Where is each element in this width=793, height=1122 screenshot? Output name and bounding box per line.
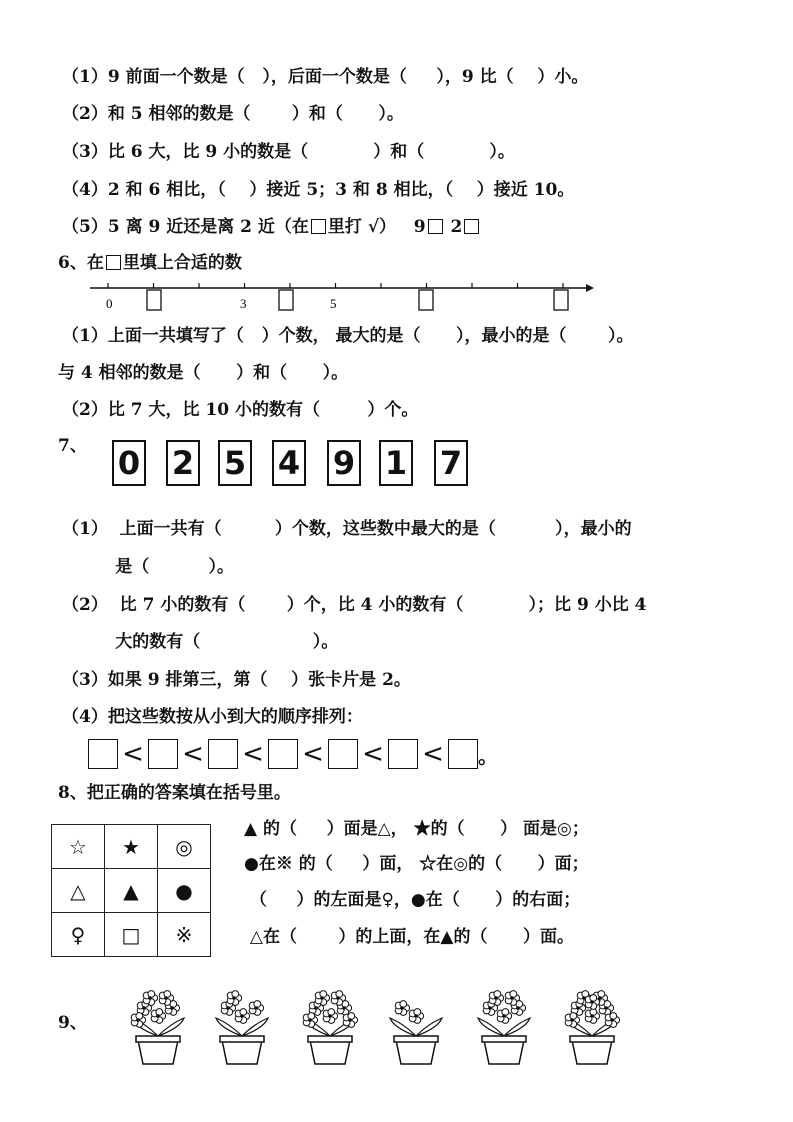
grid-cell: ☆ — [52, 825, 105, 869]
q5-item-2: （2）和 5 相邻的数是（ ）和（ ）。 — [62, 104, 404, 124]
ordering-row — [88, 736, 498, 772]
q8-line-4: △在（ ）的上面，在▲的（ ）面。 — [244, 927, 575, 947]
q6-line-3: （2）比 7 大，比 10 小的数有（ ）个。 — [62, 400, 419, 420]
grid-cell: □ — [105, 913, 158, 957]
q7-number: 7、 — [58, 436, 87, 456]
answer-box — [106, 255, 121, 270]
q5-item-1: （1）9 前面一个数是（ ），后面一个数是（ ），9 比（ ）小。 — [62, 67, 589, 87]
number-line — [86, 278, 596, 318]
number-card: 5 — [218, 440, 252, 486]
q7-line-4: （4）把这些数按从小到大的顺序排列： — [62, 707, 363, 727]
q6-title — [58, 252, 242, 274]
less-than-sign: < — [182, 739, 204, 769]
number-line-answer-box[interactable] — [554, 290, 568, 310]
q8-line-3: （ ）的左面是♀，●在（ ）的右面； — [244, 890, 581, 910]
flower-pot — [303, 991, 357, 1064]
q6-title-suffix: 里填上合适的数 — [122, 253, 242, 273]
number-line-arrow — [586, 284, 594, 292]
grid-cell: ● — [158, 869, 211, 913]
flower-pot — [131, 991, 184, 1064]
grid-cell: ※ — [158, 913, 211, 957]
tick-label-5: 5 — [330, 296, 337, 311]
less-than-sign: < — [362, 739, 384, 769]
order-answer-box[interactable] — [448, 739, 478, 769]
number-line-answer-box[interactable] — [279, 290, 293, 310]
q5-item-5-prefix: （5）5 离 9 近还是离 2 近（在 — [62, 217, 309, 237]
less-than-sign: < — [422, 739, 444, 769]
order-answer-box[interactable] — [88, 739, 118, 769]
order-answer-box[interactable] — [388, 739, 418, 769]
flower-pot — [478, 991, 530, 1064]
grid-cell: ♀ — [52, 913, 105, 957]
less-than-sign: < — [122, 739, 144, 769]
answer-box-2[interactable] — [464, 219, 479, 234]
less-than-sign: < — [242, 739, 264, 769]
q8-line-1: ▲ 的（ ）面是△， ★的（ ） 面是◎； — [244, 819, 589, 839]
q7-line-2: （2） 比 7 小的数有（ ）个，比 4 小的数有（ ）；比 9 小比 4 — [62, 595, 647, 615]
less-than-sign: < — [302, 739, 324, 769]
q6-line-1: （1）上面一共填写了（ ）个数， 最大的是（ ），最小的是（ ）。 — [62, 326, 634, 346]
grid-cell: ★ — [105, 825, 158, 869]
q9-number: 9、 — [58, 1013, 87, 1033]
q7-line-2b: 大的数有（ ）。 — [62, 632, 339, 652]
q7-line-1b: 是（ ）。 — [62, 557, 234, 577]
q8-title: 8、把正确的答案填在括号里。 — [58, 783, 291, 803]
flower-pot — [216, 991, 268, 1064]
number-line-answer-box[interactable] — [147, 290, 161, 310]
number-line-answer-box[interactable] — [419, 290, 433, 310]
q7-line-1: （1） 上面一共有（ ）个数，这些数中最大的是（ ），最小的 — [62, 519, 632, 539]
number-card: 1 — [379, 440, 413, 486]
q7-line-3: （3）如果 9 排第三，第（ ）张卡片是 2。 — [62, 670, 411, 690]
q5-item-5-mid2: 2 — [444, 217, 463, 237]
symbol-grid — [51, 824, 211, 957]
number-card: 7 — [434, 440, 468, 486]
flower-pot — [565, 991, 619, 1064]
number-card: 0 — [112, 440, 146, 486]
q5-item-5 — [62, 216, 481, 238]
q5-item-5-mid: 里打 √） 9 — [327, 217, 426, 237]
q6-line-2: 与 4 相邻的数是（ ）和（ ）。 — [58, 363, 349, 383]
number-card: 4 — [272, 440, 306, 486]
order-answer-box[interactable] — [268, 739, 298, 769]
grid-cell: △ — [52, 869, 105, 913]
q8-line-2: ●在※ 的（ ）面， ☆在◎的（ ）面； — [244, 854, 589, 874]
grid-cell: ◎ — [158, 825, 211, 869]
q5-item-3: （3）比 6 大，比 9 小的数是（ ）和（ ）。 — [62, 142, 515, 162]
order-answer-box[interactable] — [328, 739, 358, 769]
order-answer-box[interactable] — [208, 739, 238, 769]
number-card: 2 — [166, 440, 200, 486]
number-card: 9 — [327, 440, 361, 486]
order-answer-box[interactable] — [148, 739, 178, 769]
flower-pot — [390, 1001, 442, 1064]
answer-box-9[interactable] — [428, 219, 443, 234]
flower-pots-illustration — [120, 988, 640, 1068]
tick-label-3: 3 — [240, 296, 247, 311]
q5-item-4: （4）2 和 6 相比，（ ）接近 5；3 和 8 相比，（ ）接近 10。 — [62, 180, 575, 200]
answer-box[interactable] — [311, 219, 326, 234]
q6-title-prefix: 6、在 — [58, 253, 104, 273]
grid-cell: ▲ — [105, 869, 158, 913]
period: 。 — [478, 743, 498, 768]
tick-label-0: 0 — [106, 296, 113, 311]
